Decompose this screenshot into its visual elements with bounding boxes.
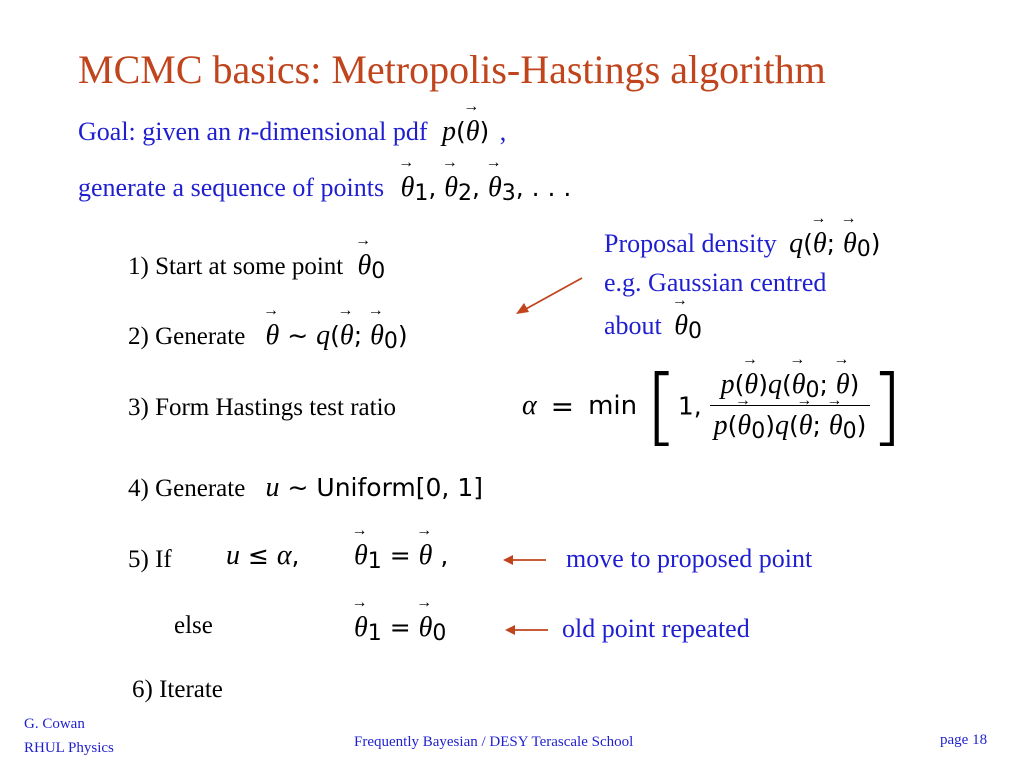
step-4-label: 4) Generate bbox=[128, 475, 246, 502]
ratio-numerator: $p(\to \theta)q(\to \theta_0$; → θ) bbox=[710, 369, 871, 406]
start-point-expression: → $\theta_0$ bbox=[358, 251, 386, 280]
ratio-fraction bbox=[710, 369, 871, 444]
footer-author: G. Cowan bbox=[24, 716, 85, 732]
one-text: 1, bbox=[677, 391, 702, 421]
reject-expression: → $\theta_1$ = → $\theta_0$ bbox=[354, 612, 446, 646]
proposal-line-3 bbox=[604, 310, 702, 344]
step-5-label: 5) If bbox=[128, 546, 172, 573]
step-4 bbox=[128, 472, 483, 504]
move-note: move to proposed point bbox=[566, 544, 813, 573]
step-2 bbox=[128, 320, 408, 354]
footer-affiliation: RHUL Physics bbox=[24, 740, 114, 756]
proposal-text-3: about bbox=[604, 311, 662, 340]
footer-page: page 18 bbox=[940, 732, 988, 748]
min-text: min bbox=[588, 391, 638, 421]
step-1 bbox=[128, 250, 385, 284]
goal-text-2: generate a sequence of points bbox=[78, 173, 385, 202]
repeat-note: old point repeated bbox=[562, 614, 750, 643]
points-sequence: → $\theta_1$, → $\theta_2$, → $\theta_3$, . . . bbox=[401, 173, 572, 202]
footer-center: Frequently Bayesian / DESY Terascale School bbox=[354, 734, 634, 750]
alpha-symbol: α bbox=[522, 390, 537, 421]
accept-expression: → $\theta_1$ = → θ , bbox=[354, 540, 448, 574]
goal-line-2 bbox=[78, 172, 571, 206]
repeat-arrow bbox=[504, 622, 550, 638]
proposal-line-2: e.g. Gaussian centred bbox=[604, 268, 827, 297]
step-3-label: 3) Form Hastings test ratio bbox=[128, 394, 397, 421]
generate-proposal-expression: → θ ∼ q(→ θ; → $\theta_0$) bbox=[266, 321, 408, 350]
else-label: else bbox=[174, 612, 213, 639]
pdf-expression: p(→ θ) bbox=[442, 117, 489, 146]
proposal-expression: q(→ θ; → $\theta_0$) bbox=[789, 229, 880, 258]
hastings-ratio-expression: α = min [1, $\frac{p(\to \theta)q(\to \theta_0; \to \theta)}{p(\to \theta_0)q(\to \theta; \to \theta_0)}$ ] bbox=[522, 364, 903, 448]
goal-n: n bbox=[237, 117, 251, 146]
proposal-center-expression: → $\theta_0$ bbox=[674, 311, 702, 340]
ratio-denominator: $p(\to \theta_0)q(\to \theta$; → $\theta_0$) bbox=[710, 406, 871, 444]
goal-text: Goal: given an bbox=[78, 117, 238, 146]
goal-comma: , bbox=[499, 117, 507, 146]
uniform-expression: u ∼ Uniform[0, 1] bbox=[265, 472, 483, 503]
goal-text-rest: -dimensional pdf bbox=[250, 117, 428, 146]
proposal-text-1: Proposal density bbox=[604, 229, 777, 258]
proposal-arrow bbox=[510, 272, 590, 320]
uniform-text: Uniform[0, 1] bbox=[316, 473, 483, 502]
goal-line-1 bbox=[78, 116, 506, 148]
acceptance-condition: u ≤ α, bbox=[226, 540, 300, 571]
step-1-label: 1) Start at some point bbox=[128, 253, 344, 280]
step-6: 6) Iterate bbox=[132, 676, 223, 703]
slide-title: MCMC basics: Metropolis-Hastings algorithm bbox=[78, 47, 826, 92]
step-2-label: 2) Generate bbox=[128, 323, 246, 350]
step-5 bbox=[128, 546, 172, 574]
proposal-line-1 bbox=[604, 228, 881, 262]
move-arrow bbox=[502, 552, 548, 568]
step-3 bbox=[128, 394, 396, 422]
